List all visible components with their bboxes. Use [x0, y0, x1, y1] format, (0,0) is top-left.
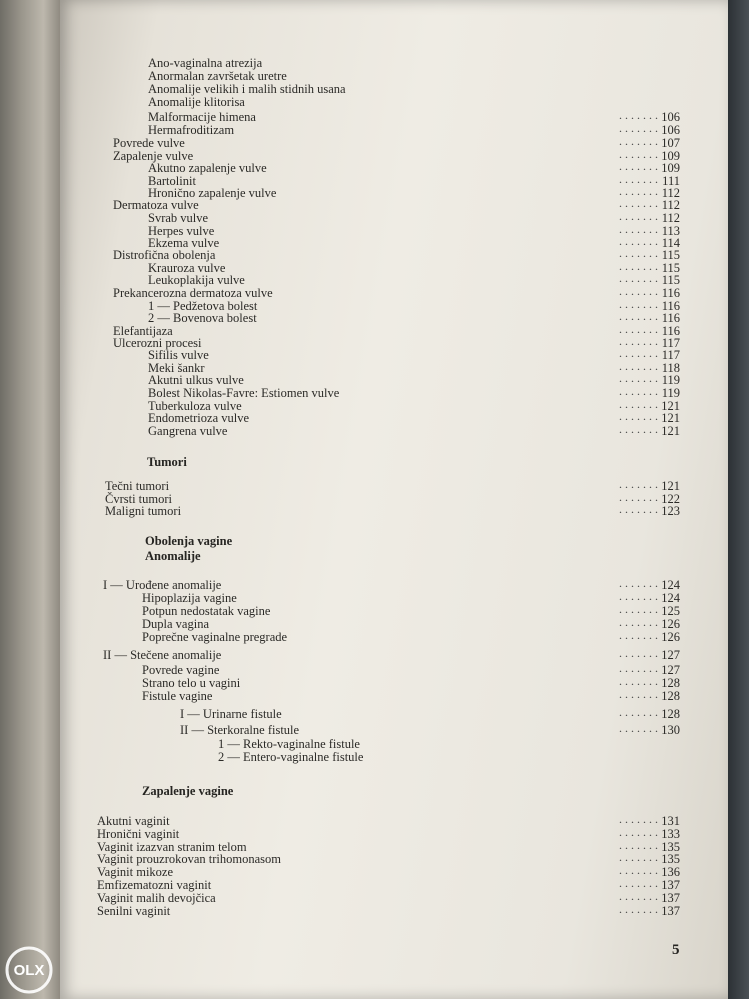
toc-leader-dots: . . . . . . .: [619, 409, 658, 423]
toc-leader-dots: . . . . . . .: [619, 589, 658, 603]
toc-page-number: 112: [661, 198, 680, 212]
toc-entry-label: Zapalenje vulve: [113, 149, 194, 163]
toc-leader-dots: . . . . . . .: [619, 246, 658, 260]
toc-entry: [60, 751, 680, 764]
toc-entry-label: Herpes vulve: [148, 224, 215, 238]
toc-leader-dots: . . . . . . .: [619, 297, 658, 311]
toc-entry-label: Emfizematozni vaginit: [97, 878, 212, 892]
toc-page-number: 106: [661, 123, 680, 137]
toc-page-number: 114: [661, 236, 680, 250]
toc-leader-dots: . . . . . . .: [619, 576, 658, 590]
toc-page-number: 118: [661, 361, 680, 375]
toc-page-number: 106: [661, 110, 680, 124]
toc-page-number: 124: [661, 591, 680, 605]
toc-entry: [60, 422, 680, 438]
toc-page-number: 127: [661, 648, 680, 662]
section-heading-obolenja-vagine: Obolenja vagine: [145, 534, 233, 548]
toc-page-number: 107: [661, 136, 680, 150]
toc-leader-dots: . . . . . . .: [619, 259, 658, 273]
toc-leader-dots: . . . . . . .: [619, 812, 658, 826]
toc-entry: [60, 687, 680, 703]
toc-page-number: 117: [661, 348, 680, 362]
toc-entry: [60, 705, 680, 721]
toc-page-number: 122: [661, 492, 680, 506]
toc-entry-label: Bolest Nikolas-Favre: Estiomen vulve: [148, 386, 340, 400]
left-page-edge: [0, 0, 62, 999]
toc-entry-label: Elefantijaza: [113, 324, 173, 338]
toc-page-number: 128: [661, 676, 680, 690]
toc-entry-label: 1 — Pedžetova bolest: [148, 299, 258, 313]
toc-page-number: 116: [661, 311, 680, 325]
toc-entry-label: Ano-vaginalna atrezija: [148, 56, 263, 70]
toc-entry-label: II — Sterkoralne fistule: [180, 723, 300, 737]
toc-entry: [60, 628, 680, 644]
toc-leader-dots: . . . . . . .: [619, 646, 658, 660]
toc-entry-label: II — Stečene anomalije: [103, 648, 222, 662]
toc-page-number: 112: [661, 186, 680, 200]
toc-page-number: 128: [661, 689, 680, 703]
toc-page-number: 117: [661, 336, 680, 350]
toc-page-number: 135: [661, 840, 680, 854]
toc-entry-label: Sifilis vulve: [148, 348, 209, 362]
toc-page-number: 116: [661, 299, 680, 313]
toc-entry-label: Potpun nedostatak vagine: [142, 604, 271, 618]
toc-entry-label: 1 — Rekto-vaginalne fistule: [218, 737, 360, 751]
toc-entry-label: Dupla vagina: [142, 617, 209, 631]
toc-entry-label: Bartolinit: [148, 174, 196, 188]
toc-page-number: 125: [661, 604, 680, 618]
toc-page-number: 113: [661, 224, 680, 238]
toc-leader-dots: . . . . . . .: [619, 121, 658, 135]
toc-leader-dots: . . . . . . .: [619, 334, 658, 348]
toc-leader-dots: . . . . . . .: [619, 477, 658, 491]
toc-entry-label: Anormalan završetak uretre: [148, 69, 287, 83]
toc-leader-dots: . . . . . . .: [619, 602, 658, 616]
toc-entry-label: Maligni tumori: [105, 504, 182, 518]
toc-leader-dots: . . . . . . .: [619, 346, 658, 360]
section-heading-tumori: Tumori: [147, 455, 187, 469]
toc-entry-label: Tuberkuloza vulve: [148, 399, 242, 413]
toc-entry-label: Malformacije himena: [148, 110, 256, 124]
toc-entry: [60, 902, 680, 918]
toc-leader-dots: . . . . . . .: [619, 147, 658, 161]
toc-page-number: 126: [661, 617, 680, 631]
book-page: [60, 0, 728, 999]
toc-entry-label: Ulcerozni procesi: [113, 336, 202, 350]
toc-entry: [60, 502, 680, 518]
toc-entry-label: Meki šankr: [148, 361, 205, 375]
toc-page-number: 137: [661, 891, 680, 905]
toc-leader-dots: . . . . . . .: [619, 615, 658, 629]
toc-page-number: 112: [661, 211, 680, 225]
toc-page-number: 121: [661, 479, 680, 493]
toc-entry-label: Hronični vaginit: [97, 827, 180, 841]
toc-page-number: 126: [661, 630, 680, 644]
toc-page-number: 135: [661, 852, 680, 866]
toc-page-number: 128: [661, 707, 680, 721]
toc-page-number: 137: [661, 904, 680, 918]
toc-entry-label: Dermatoza vulve: [113, 198, 199, 212]
toc-leader-dots: . . . . . . .: [619, 172, 658, 186]
toc-page-number: 116: [661, 286, 680, 300]
toc-page-number: 121: [661, 424, 680, 438]
toc-leader-dots: . . . . . . .: [619, 422, 658, 436]
toc-page-number: 119: [661, 386, 680, 400]
toc-page-number: 115: [661, 261, 680, 275]
toc-entry-label: Strano telo u vagini: [142, 676, 241, 690]
toc-entry-label: Hronično zapalenje vulve: [148, 186, 277, 200]
toc-page-number: 127: [661, 663, 680, 677]
toc-page-number: 109: [661, 149, 680, 163]
toc-leader-dots: . . . . . . .: [619, 209, 658, 223]
toc-entry-label: Povrede vulve: [113, 136, 185, 150]
toc-leader-dots: . . . . . . .: [619, 502, 658, 516]
toc-entry-label: Vaginit malih devojčica: [97, 891, 216, 905]
section-heading-anomalije: Anomalije: [145, 549, 201, 563]
toc-entry-label: Prekancerozna dermatoza vulve: [113, 286, 273, 300]
toc-leader-dots: . . . . . . .: [619, 384, 658, 398]
toc-leader-dots: . . . . . . .: [619, 371, 658, 385]
toc-entry: [60, 96, 680, 109]
toc-leader-dots: . . . . . . .: [619, 628, 658, 642]
toc-page-number: 115: [661, 248, 680, 262]
toc-entry: [60, 738, 680, 751]
toc-page-number: 133: [661, 827, 680, 841]
toc-entry-label: Akutni ulkus vulve: [148, 373, 244, 387]
toc-entry-label: 2 — Bovenova bolest: [148, 311, 257, 325]
toc-leader-dots: . . . . . . .: [619, 721, 658, 735]
toc-leader-dots: . . . . . . .: [619, 309, 658, 323]
toc-leader-dots: . . . . . . .: [619, 284, 658, 298]
toc-page-number: 119: [661, 373, 680, 387]
toc-entry-label: Krauroza vulve: [148, 261, 226, 275]
toc-leader-dots: . . . . . . .: [619, 490, 658, 504]
olx-watermark-logo: [4, 945, 54, 995]
page-number: 5: [672, 942, 680, 958]
toc-entry-label: Ekzema vulve: [148, 236, 220, 250]
toc-entry-label: 2 — Entero-vaginalne fistule: [218, 750, 364, 764]
toc-entry-label: Anomalije velikih i malih stidnih usana: [148, 82, 346, 96]
toc-leader-dots: . . . . . . .: [619, 863, 658, 877]
toc-leader-dots: . . . . . . .: [619, 825, 658, 839]
toc-entry-label: Endometrioza vulve: [148, 411, 250, 425]
toc-entry-label: Hipoplazija vagine: [142, 591, 237, 605]
toc-leader-dots: . . . . . . .: [619, 705, 658, 719]
background-edge: [728, 0, 749, 999]
toc-entry-label: Gangrena vulve: [148, 424, 228, 438]
toc-leader-dots: . . . . . . .: [619, 159, 658, 173]
toc-page-number: 130: [661, 723, 680, 737]
toc-leader-dots: . . . . . . .: [619, 222, 658, 236]
toc-entry-label: Čvrsti tumori: [105, 492, 173, 506]
toc-leader-dots: . . . . . . .: [619, 902, 658, 916]
toc-leader-dots: . . . . . . .: [619, 184, 658, 198]
toc-entry-label: Akutno zapalenje vulve: [148, 161, 267, 175]
toc-leader-dots: . . . . . . .: [619, 674, 658, 688]
toc-entry-label: Leukoplakija vulve: [148, 273, 245, 287]
toc-entry-label: Hermafroditizam: [148, 123, 235, 137]
toc-leader-dots: . . . . . . .: [619, 838, 658, 852]
toc-entry-label: Vaginit prouzrokovan trihomonasom: [97, 852, 281, 866]
toc-page-number: 123: [661, 504, 680, 518]
toc-page-number: 136: [661, 865, 680, 879]
toc-leader-dots: . . . . . . .: [619, 196, 658, 210]
toc-page-number: 131: [661, 814, 680, 828]
toc-page-number: 115: [661, 273, 680, 287]
section-heading-zapalenje-vagine: Zapalenje vagine: [142, 784, 234, 798]
toc-page-number: 109: [661, 161, 680, 175]
toc-leader-dots: . . . . . . .: [619, 322, 658, 336]
toc-leader-dots: . . . . . . .: [619, 359, 658, 373]
toc-leader-dots: . . . . . . .: [619, 397, 658, 411]
toc-entry-label: Senilni vaginit: [97, 904, 171, 918]
toc-page-number: 137: [661, 878, 680, 892]
toc-entry: [60, 646, 680, 662]
toc-page-number: 121: [661, 399, 680, 413]
toc-leader-dots: . . . . . . .: [619, 876, 658, 890]
toc-page-number: 121: [661, 411, 680, 425]
toc-leader-dots: . . . . . . .: [619, 889, 658, 903]
toc-leader-dots: . . . . . . .: [619, 661, 658, 675]
toc-leader-dots: . . . . . . .: [619, 134, 658, 148]
toc-entry-label: Svrab vulve: [148, 211, 209, 225]
toc-entry-label: I — Urođene anomalije: [103, 578, 222, 592]
toc-entry-label: Vaginit izazvan stranim telom: [97, 840, 247, 854]
svg-text:OLX: OLX: [13, 962, 45, 979]
toc-entry-label: Poprečne vaginalne pregrade: [142, 630, 288, 644]
toc-leader-dots: . . . . . . .: [619, 687, 658, 701]
toc-leader-dots: . . . . . . .: [619, 108, 658, 122]
toc-leader-dots: . . . . . . .: [619, 271, 658, 285]
toc-entry-label: Fistule vagine: [142, 689, 213, 703]
toc-leader-dots: . . . . . . .: [619, 234, 658, 248]
toc-entry-label: Anomalije klitorisa: [148, 95, 245, 109]
toc-entry-label: Povrede vagine: [142, 663, 220, 677]
toc-entry: [60, 721, 680, 737]
toc-page-number: 116: [661, 324, 680, 338]
toc-entry-label: Distrofična obolenja: [113, 248, 216, 262]
toc-page-number: 111: [662, 174, 680, 188]
toc-entry-label: Vaginit mikoze: [97, 865, 174, 879]
toc-entry-label: Akutni vaginit: [97, 814, 170, 828]
toc-page-number: 124: [661, 578, 680, 592]
toc-entry-label: I — Urinarne fistule: [180, 707, 282, 721]
toc-entry-label: Tečni tumori: [105, 479, 170, 493]
toc-leader-dots: . . . . . . .: [619, 850, 658, 864]
